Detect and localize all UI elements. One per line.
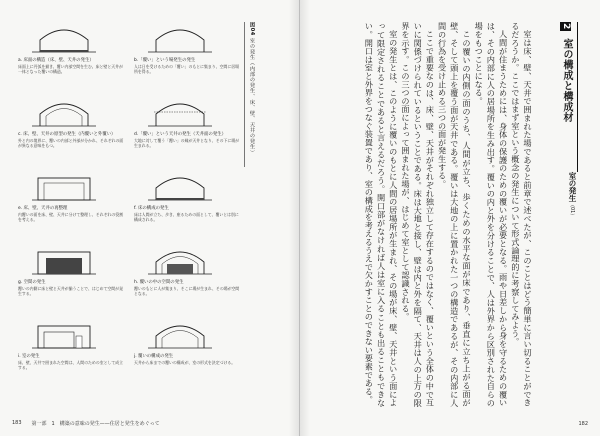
figure-item bbox=[134, 244, 242, 314]
diagram-box-door bbox=[24, 318, 104, 352]
chapter-number: 2 bbox=[561, 23, 571, 30]
chapter-heading bbox=[559, 22, 578, 172]
figure-item bbox=[134, 22, 242, 92]
body-paragraph: 室の発生とは、このように覆いのもとに人間の居場所が生まれ、その場が床、壁、天井という面によって限定されることであると言えるだろう。開口部がなければ人は室に入ることも出ることもできない。開口は室と外界をつなぐ装置であり、室の構成を考えるうえで欠かすことのできない要素である。 bbox=[364, 22, 399, 407]
diagram-arch-floor bbox=[140, 170, 220, 204]
figure-description: 床、壁、天井で囲まれた空間は、人間のための室として成立する。 bbox=[18, 359, 124, 370]
chapter-heading-block bbox=[549, 22, 578, 252]
figure-grid bbox=[18, 22, 240, 388]
figure-item bbox=[18, 170, 126, 240]
arch-outline bbox=[156, 178, 204, 200]
room-block bbox=[167, 264, 193, 274]
diagram-arch-open bbox=[140, 22, 220, 56]
chapter-title: 室の構成と構成材 bbox=[561, 38, 572, 123]
figure-title: b.「覆い」という場発生の発生 bbox=[134, 58, 196, 63]
figure-number: 図04 bbox=[249, 22, 255, 36]
figure-caption-title: 室の発生（内部の発生、床、壁、天井の発生） bbox=[249, 37, 255, 156]
gutter-shadow bbox=[289, 0, 299, 436]
figure-title: a. 床面の構造（床、壁、天井の発生） bbox=[18, 58, 94, 63]
diagram-arch-inner bbox=[24, 96, 104, 130]
running-head: 第一部 1 構築の意味の発生——住居と発生をめぐって bbox=[31, 421, 160, 427]
figure-item bbox=[18, 22, 126, 92]
arch-outline bbox=[40, 30, 88, 52]
body-paragraph: ここで重要なのは、床、壁、天井がそれぞれ独立して存在するのではなく、覆いという全体の中で互いに関係づけられているということである。床は大地と接し、壁は内と外を隔て、天井は人の上方の限界を示す。この三つの面によって囲まれた場が、はじめて室として認識される。 bbox=[400, 22, 436, 407]
body-paragraph: 人間が住まうためには、身体の保護のための覆いが必要となる。雨や日差しから身を守るための覆いは、その内部に人の居場所を生み出す。覆いの内と外を分けることで、人は外界から区別された自らの場をもつことになる。 bbox=[474, 22, 509, 407]
right-page bbox=[300, 0, 600, 436]
body-paragraph: 室は床、壁、天井で囲まれた場であると前章で述べたが、このことはどう簡単に言い切ることができるだろうか。ここではまず室という概念の発生について形式論理的に考察してみよう。 bbox=[510, 22, 533, 407]
figure-description: 内覆いの面を床、壁、天井に分けて整理し、それぞれの役割を考える。 bbox=[18, 211, 124, 222]
page-number: 182 bbox=[578, 421, 588, 427]
floor-slab bbox=[40, 50, 88, 52]
figure-item bbox=[18, 318, 126, 388]
body-paragraph: この覆いの内側の面のうち、人間が立ち、歩くための水平な面が床であり、垂直に立ち上がる面が壁、そして頭上を覆う面が天井である。覆いは大地の上に置かれた一つの構造であるが、その内部に人間の行為を受け止める三つの面が発生する。 bbox=[437, 22, 472, 407]
section-subtitle: （01） bbox=[569, 202, 575, 219]
figure-title: g. 空間の発生 bbox=[18, 280, 46, 285]
floor-slab bbox=[156, 198, 204, 200]
figure-description: 天井から床までの覆いの構成が、室の形式を決定づける。 bbox=[134, 359, 236, 365]
figure-description: 人は日を受けるための「覆い」のもとに集まり、空間に居場所を得る。 bbox=[134, 63, 240, 74]
inner-arch bbox=[46, 109, 82, 127]
figure-description: 大地に対して覆う「覆い」の縁が天井となり、その下に場が生まれる。 bbox=[134, 137, 240, 148]
figure-item bbox=[134, 96, 242, 166]
diagram-arch-roof bbox=[140, 96, 220, 130]
right-folio bbox=[578, 421, 588, 427]
room-outline bbox=[44, 332, 74, 348]
box-outline bbox=[38, 178, 90, 200]
left-folio bbox=[12, 420, 160, 427]
figure-title: h. 覆いの中の空間の発生 bbox=[134, 280, 184, 285]
figure-description: 覆いの内側に床と壁と天井が揃うことで、はじめて空間が発生する。 bbox=[18, 285, 123, 296]
diagram-arch-floor bbox=[24, 22, 104, 56]
figure-side-label bbox=[244, 22, 256, 167]
arch-outline bbox=[156, 30, 204, 52]
inner-frame bbox=[44, 183, 84, 200]
diagram-arch-wide bbox=[140, 318, 220, 352]
figure-item bbox=[18, 244, 126, 314]
figure-description: 床は人間が立ち、歩き、座るための面として、覆いとは別に構成される。 bbox=[134, 211, 239, 222]
figure-item bbox=[18, 96, 126, 166]
section-heading bbox=[557, 172, 578, 252]
body-text bbox=[322, 22, 534, 407]
page-number: 183 bbox=[12, 420, 22, 426]
figure-title: e. 床、壁、天井の再整理 bbox=[18, 206, 68, 211]
room-block bbox=[46, 258, 82, 274]
figure-description: 覆いのもとに人が集まり、そこに場が生まれ、その場が空間となる。 bbox=[134, 285, 240, 296]
figure-title: d.「覆い」という天井の発生（天井面の発生） bbox=[134, 132, 226, 137]
diagram-box-room bbox=[24, 244, 104, 278]
arch-outline bbox=[156, 104, 204, 126]
section-title: 室の発生 bbox=[568, 172, 577, 202]
door-opening bbox=[76, 336, 82, 348]
diagram-arch-room bbox=[140, 244, 220, 278]
gutter-shadow bbox=[300, 0, 310, 436]
figure-description: 床面上に円弧を描き、覆い内部空間を生む。床と壁と天井が一体となった覆いの構造。 bbox=[18, 63, 123, 74]
inner-arch bbox=[162, 331, 198, 349]
figure-description: 外と内の境界に、覆いの内部と外部が分かれ、それぞれの面が異なる意味をもつ。 bbox=[18, 137, 124, 148]
figure-title: c. 床、壁、天井の原型の発生（内覆いと外覆い） bbox=[18, 132, 116, 137]
figure-title: i. 室の発生 bbox=[18, 354, 40, 359]
figure-title: j. 覆いの構成の発生 bbox=[134, 354, 174, 359]
diagram-box-frame bbox=[24, 170, 104, 204]
figure-item bbox=[134, 318, 242, 388]
figure-title: f. 床の構成の発生 bbox=[134, 206, 169, 211]
figure-item bbox=[134, 170, 242, 240]
